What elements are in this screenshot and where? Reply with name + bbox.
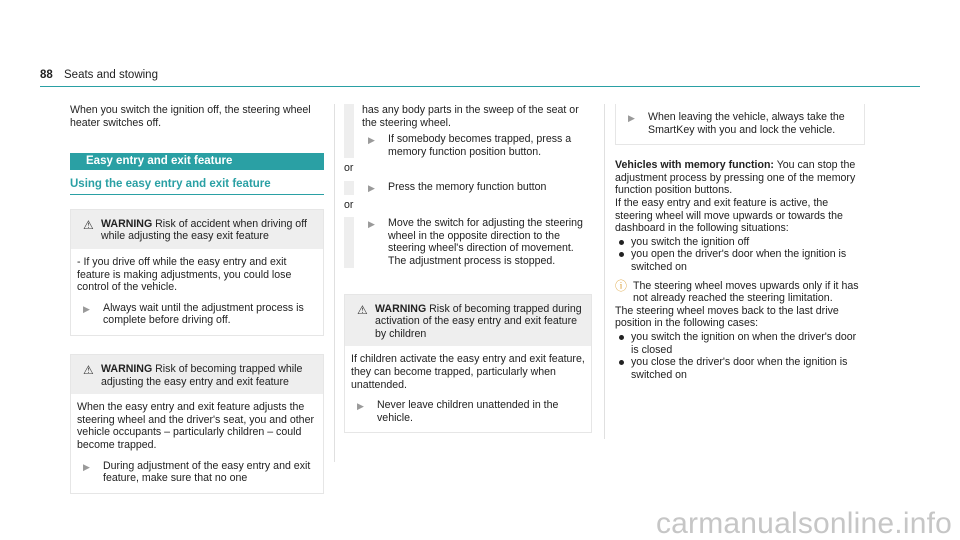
step-arrow-icon: ▶ (368, 219, 375, 230)
step-text: During adjustment of the easy entry and exit feature, make sure that no one (103, 459, 311, 485)
warning-box (344, 294, 592, 434)
step-text (388, 217, 592, 267)
list-item: you open the driver's door when the ignition is switched on (615, 248, 865, 273)
sub-title: Using the easy entry and exit feature (70, 178, 324, 195)
column-2 (344, 104, 592, 433)
section-title: Easy entry and exit feature (70, 153, 324, 170)
warning-body: - If you drive off while the easy entry and exit feature is making adjustments, you could lose control of the vehicle. (77, 255, 292, 294)
step-text-main: Move the switch for adjusting the steering wheel in the opposite direction to the steering wheel's direction of movement. (388, 217, 583, 255)
step-arrow-icon: ▶ (368, 135, 375, 146)
continued-steps (344, 217, 592, 267)
page-number: 88 (40, 69, 53, 81)
header-rule (40, 86, 920, 87)
step-item (362, 133, 592, 158)
or-text: or (344, 162, 354, 175)
or-text: or (344, 198, 354, 211)
step-arrow-icon: ▶ (368, 182, 375, 193)
warning-body: If children activate the easy entry and exit feature, they can become trapped, particularly when unattended. (351, 353, 585, 391)
running-title: Seats and stowing (64, 69, 158, 81)
step-item (362, 217, 592, 267)
list-item: you close the driver's door when the ignition is switched on (615, 356, 865, 381)
warning-body: When the easy entry and exit feature adjusts the steering wheel and the driver's seat, you and other vehicle occupants – particularly children – could become trapped. (77, 401, 314, 451)
step-item (351, 399, 585, 424)
warning-box (70, 209, 324, 336)
warning-box-continued (615, 104, 865, 145)
column-divider (334, 104, 335, 462)
warning-text: Risk of becoming trapped during activation of the easy entry and exit feature by children (375, 302, 582, 340)
step-item (77, 460, 317, 485)
column-3 (615, 104, 865, 381)
warning-text: Risk of becoming trapped while adjusting the easy entry and exit feature (101, 362, 303, 388)
step-arrow-icon: ▶ (357, 401, 364, 412)
note (615, 280, 865, 305)
warning-box (70, 354, 324, 494)
step-item (77, 302, 317, 327)
step-item (622, 111, 858, 136)
step-text: Press the memory function button (388, 180, 547, 193)
bullet-list (615, 236, 865, 274)
continued-text: has any body parts in the sweep of the seat or the steering wheel. (362, 104, 579, 129)
warning-triangle-icon: ⚠ (83, 217, 94, 232)
warning-label: WARNING (101, 217, 153, 230)
column-1 (70, 104, 324, 494)
step-text: Never leave children unattended in the vehicle. (377, 399, 559, 424)
warning-triangle-icon: ⚠ (83, 362, 94, 377)
memory-text: You can stop the adjustment process by pressing one of the memory function position buttons. (615, 159, 856, 197)
warning-label: WARNING (101, 362, 153, 375)
return-paragraph: The steering wheel moves back to the last drive position in the following cases: (615, 304, 839, 330)
conditions-paragraph: If the easy entry and exit feature is active, the steering wheel will move upwards or towards the dashboard in the following situations: (615, 196, 843, 235)
warning-label: WARNING (375, 302, 427, 315)
list-item: you switch the ignition off (615, 236, 865, 249)
step-arrow-icon: ▶ (83, 461, 90, 472)
warning-text: Risk of accident when driving off while adjusting the easy exit feature (101, 217, 307, 243)
step-text: If somebody becomes trapped, press a memory function position button. (388, 133, 572, 158)
note-text: The steering wheel moves upwards only if it has not already reached the steering limitation. (633, 279, 859, 305)
step-arrow-icon: ▶ (83, 303, 90, 314)
continued-steps (344, 181, 592, 195)
column-divider (604, 104, 605, 439)
info-note-icon: ⓘ (615, 278, 628, 293)
step-text: Always wait until the adjustment process is complete before driving off. (103, 301, 304, 327)
step-arrow-icon: ▶ (628, 113, 635, 123)
step-result: The adjustment process is stopped. (388, 254, 556, 267)
step-text: When leaving the vehicle, always take the SmartKey with you and lock the vehicle. (648, 111, 845, 136)
warning-header (71, 210, 323, 249)
warning-header (345, 295, 591, 347)
warning-header (71, 355, 323, 394)
bullet-list (615, 331, 865, 381)
watermark: carmanualsonline.info (655, 507, 952, 540)
list-item: you switch the ignition on when the driver's door is closed (615, 331, 865, 356)
continued-steps (344, 104, 592, 158)
step-item (362, 181, 592, 195)
memory-paragraph (615, 159, 865, 197)
memory-label: Vehicles with memory function: (615, 159, 774, 172)
intro-text: When you switch the ignition off, the steering wheel heater switches off. (70, 104, 311, 129)
warning-triangle-icon: ⚠ (357, 302, 368, 317)
